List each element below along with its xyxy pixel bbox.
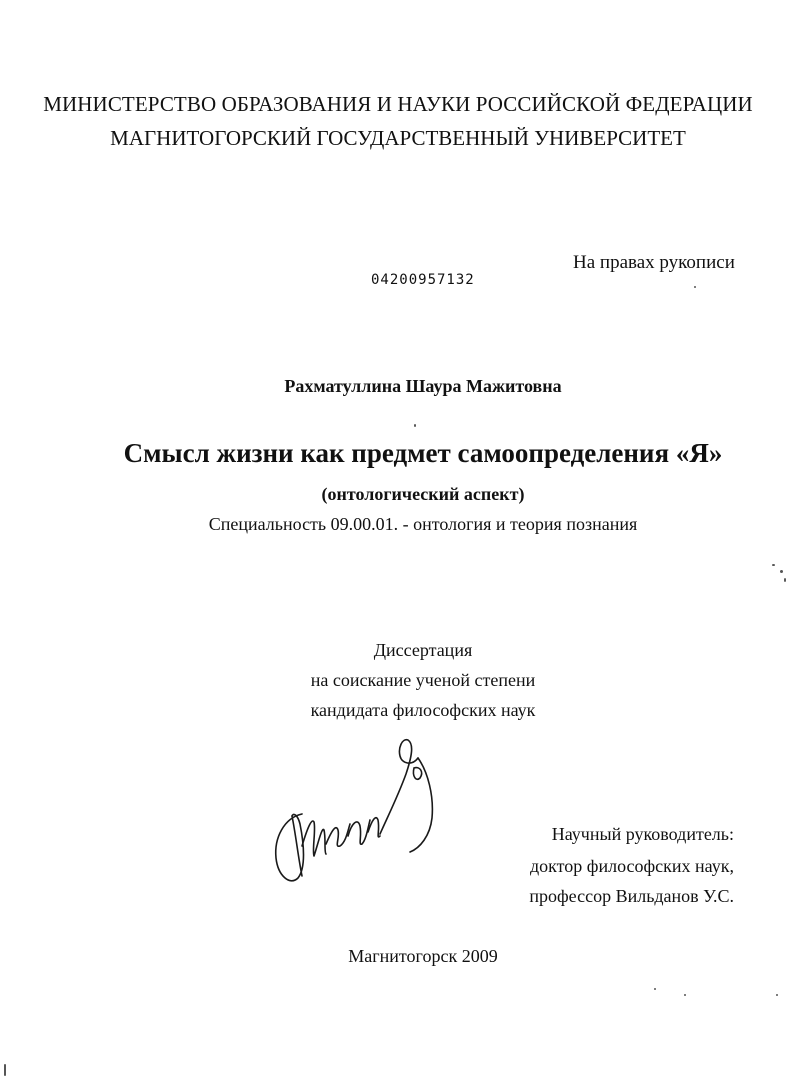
ministry-heading: МИНИСТЕРСТВО ОБРАЗОВАНИЯ И НАУКИ РОССИЙСКОЙ ФЕДЕРАЦИИ: [43, 92, 753, 116]
advisor-name: профессор Вильданов У.С.: [529, 886, 734, 906]
advisor-degree: доктор философских наук,: [530, 856, 734, 876]
scan-speck: [414, 424, 416, 427]
scan-speck: [784, 578, 786, 582]
scan-speck: [780, 570, 783, 573]
handwritten-signature: [262, 726, 462, 896]
dissertation-subtitle: (онтологический аспект): [321, 484, 525, 504]
dissertation-type: Диссертация: [373, 640, 473, 660]
scan-speck: [4, 1064, 6, 1076]
author-name: Рахматуллина Шаура Мажитовна: [284, 376, 562, 396]
manuscript-note: На правах рукописи: [573, 252, 735, 273]
registration-code: 04200957132: [371, 272, 475, 288]
specialty-line: Специальность 09.00.01. - онтология и теория познания: [208, 514, 638, 534]
degree-line: на соискание ученой степени: [310, 670, 536, 690]
scan-speck: [654, 988, 656, 990]
university-heading: МАГНИТОГОРСКИЙ ГОСУДАРСТВЕННЫЙ УНИВЕРСИТЕТ: [110, 126, 686, 150]
scan-speck: [694, 286, 696, 288]
scan-speck: [684, 994, 686, 996]
city-year: Магнитогорск 2009: [348, 946, 498, 966]
dissertation-title: Смысл жизни как предмет самоопределения «Я»: [123, 438, 723, 468]
advisor-heading: Научный руководитель:: [551, 824, 734, 844]
degree-field: кандидата философских наук: [310, 700, 536, 720]
scan-speck: [772, 564, 775, 566]
scan-speck: [776, 994, 778, 996]
